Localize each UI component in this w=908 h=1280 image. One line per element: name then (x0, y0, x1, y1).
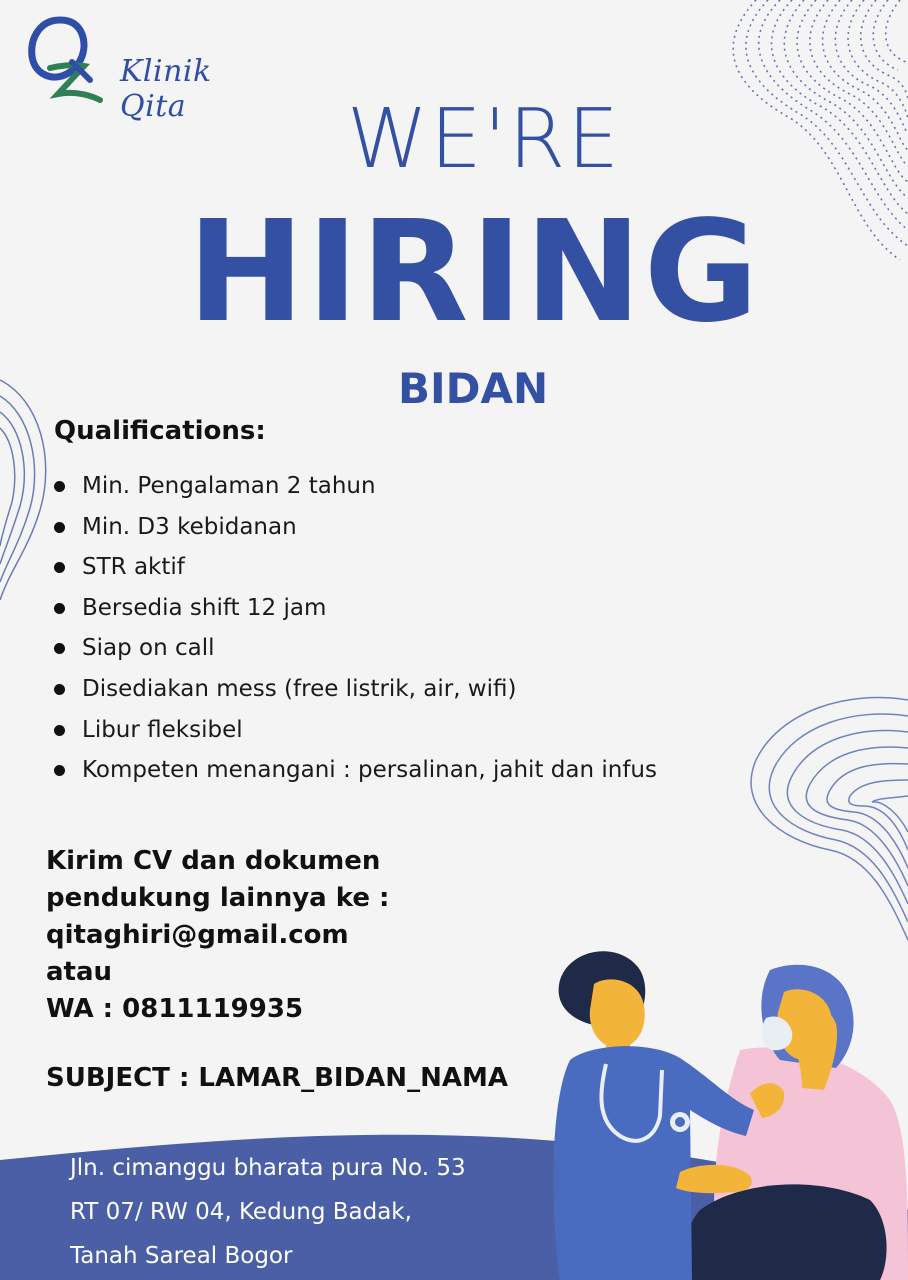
list-item: Min. D3 kebidanan (52, 507, 657, 548)
clinic-address (70, 1146, 466, 1278)
address-line-1: Jln. cimanggu bharata pura No. 53 (70, 1155, 466, 1181)
list-item: Siap on call (52, 628, 657, 669)
headline-were: WE'RE (346, 92, 622, 187)
clinic-name: Klinik Qita (120, 54, 212, 124)
contact-email[interactable]: qitaghiri@gmail.com (46, 920, 349, 950)
list-item: Disediakan mess (free listrik, air, wifi) (52, 669, 657, 710)
qualifications-list (52, 466, 657, 791)
nurse-comforting-patient-illustration (540, 940, 908, 1280)
left-arc-decoration (0, 370, 60, 620)
list-item: Libur fleksibel (52, 710, 657, 751)
list-item: STR aktif (52, 547, 657, 588)
headline-hiring: HIRING (187, 191, 761, 354)
contact-or: atau (46, 957, 113, 987)
list-item: Bersedia shift 12 jam (52, 588, 657, 629)
list-item: Kompeten menangani : persalinan, jahit dan infus (52, 750, 657, 791)
job-position: BIDAN (398, 364, 549, 413)
contact-line-1: Kirim CV dan dokumen (46, 846, 381, 876)
contact-block (46, 843, 389, 1028)
contact-whatsapp[interactable]: WA : 0811119935 (46, 994, 304, 1024)
address-line-3: Tanah Sareal Bogor (70, 1243, 293, 1269)
right-wave-decoration (740, 690, 908, 980)
list-item: Min. Pengalaman 2 tahun (52, 466, 657, 507)
contact-line-2: pendukung lainnya ke : (46, 883, 390, 913)
address-line-2: RT 07/ RW 04, Kedung Badak, (70, 1199, 412, 1225)
email-subject: SUBJECT : LAMAR_BIDAN_NAMA (46, 1063, 508, 1093)
qualifications-title: Qualifications: (54, 416, 266, 446)
